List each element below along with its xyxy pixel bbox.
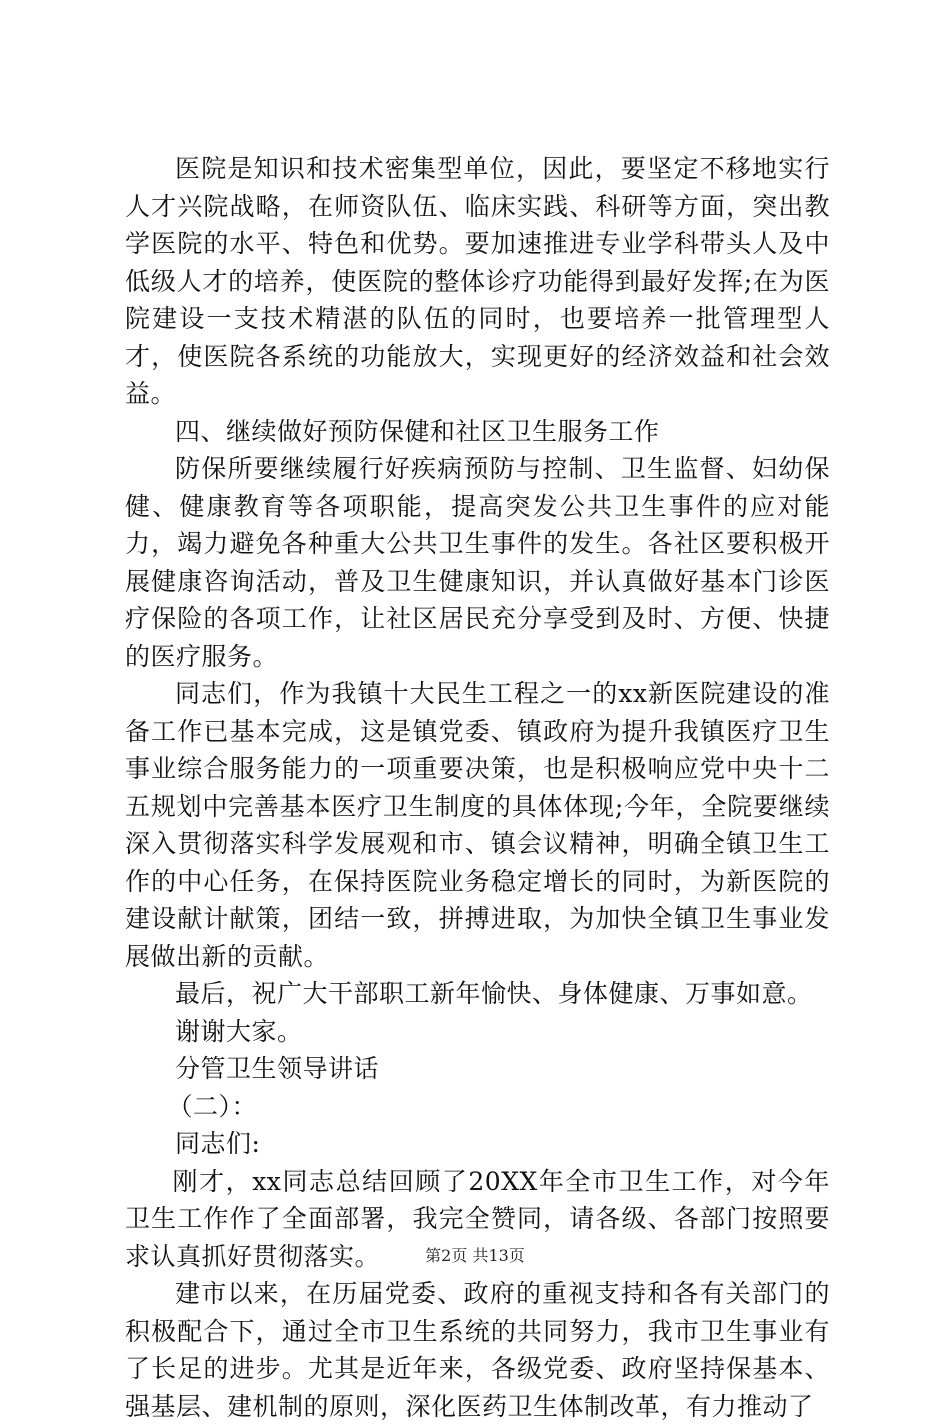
paragraph-prevention: 防保所要继续履行好疾病预防与控制、卫生监督、妇幼保健、健康教育等各项职能，提高突发公共卫生事件的应对能力，竭力避免各种重大公共卫生事件的发生。各社区要积极开展健康咨询活动，普及卫生健康知识，并认真做好基本门诊医疗保险的各项工作，让社区居民充分享受到及时、方便、快捷的医疗服务。	[125, 454, 830, 671]
paragraph-progress: 建市以来，在历届党委、政府的重视支持和各有关部门的积极配合下，通过全市卫生系统的共同努力，我市卫生事业有了长足的进步。尤其是近年来，各级党委、政府坚持保基本、强基层、建机制的原则，深化医药卫生体制改革，有力推动了	[125, 1279, 830, 1421]
page-footer: 第2页 共13页	[425, 1246, 525, 1265]
paragraph-new-hospital: 同志们，作为我镇十大民生工程之一的xx新医院建设的准备工作已基本完成，这是镇党委、镇政府为提升我镇医疗卫生事业综合服务能力的一项重要决策，也是积极响应党中央十二五规划中完善基本医疗卫生制度的具体体现;今年，全院要继续深入贯彻落实科学发展观和市、镇会议精神，明确全镇卫生工作的中心任务，在保持医院业务稳定增长的同时，为新医院的建设献计献策，团结一致，拼搏进取，为加快全镇卫生事业发展做出新的贡献。	[125, 679, 830, 971]
paragraph-thanks: 谢谢大家。	[175, 1016, 303, 1046]
speech-greeting: 同志们:	[175, 1129, 261, 1158]
document-body	[125, 150, 830, 1425]
speech-subtitle: （二）：	[167, 1091, 258, 1121]
section-heading-prevention: 四、继续做好预防保健和社区卫生服务工作	[175, 416, 660, 446]
speech-title: 分管卫生领导讲话	[175, 1054, 380, 1083]
paragraph-review: 刚才，xx同志总结回顾了20XX年全市卫生工作，对今年卫生工作作了全面部署，我完全赞同，请各级、各部门按照要求认真抓好贯彻落实。	[125, 1166, 830, 1271]
paragraph-closing-wishes: 最后，祝广大干部职工新年愉快、身体健康、万事如意。	[175, 979, 813, 1008]
paragraph-talent-strategy: 医院是知识和技术密集型单位，因此，要坚定不移地实行人才兴院战略，在师资队伍、临床实践、科研等方面，突出教学医院的水平、特色和优势。要加速推进专业学科带头人及中低级人才的培养，使医院的整体诊疗功能得到最好发挥;在为医院建设一支技术精湛的队伍的同时，也要培养一批管理型人才，使医院各系统的功能放大，实现更好的经济效益和社会效益。	[125, 154, 830, 408]
